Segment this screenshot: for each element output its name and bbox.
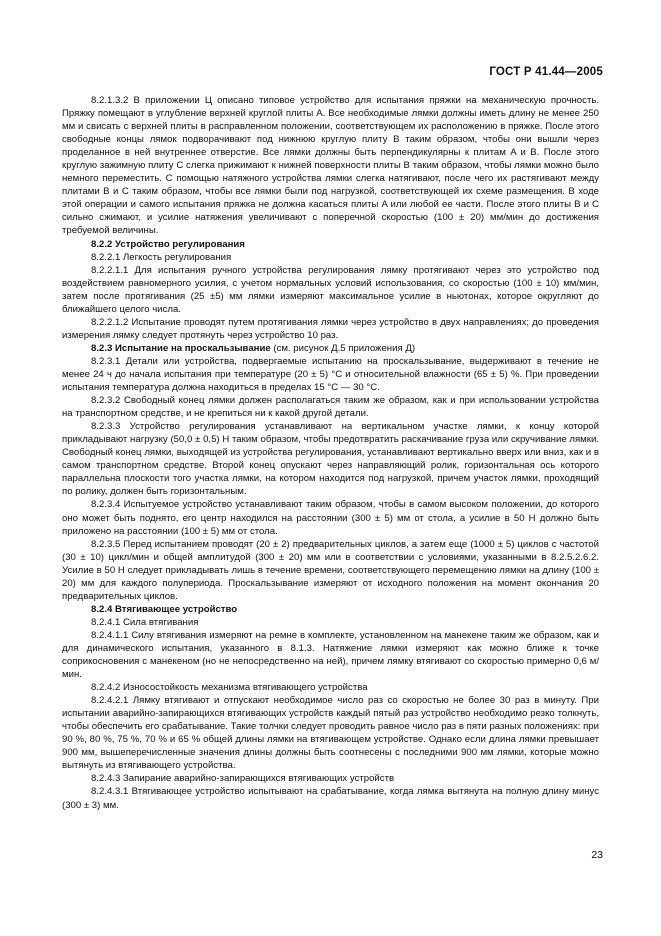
paragraph-8-2-3-4: 8.2.3.4 Испытуемое устройство устанавливают таким образом, чтобы в самом высоком положении, до которого оно может быть поднято, его центр находился на расстоянии (300 ± 5) мм от стола, а усилие в 50 Н должно быть приложено на расстоянии (100 ± 5) мм от стола. xyxy=(62,499,599,537)
paragraph-8-2-1-3-2: 8.2.1.3.2 В приложении Ц описано типовое устройство для испытания пряжки на механическую прочность. Пряжку помещают в углубление верхней круглой плиты A. Все необходимые лямки должны иметь длину не менее 250 мм и свисать с верхней плиты в расправленном положении, соответствующем их расположению в пряжке. После этого свободные концы лямок подворачивают под нижнюю круглую плиту B таким образом, чтобы они вышли через проделанное в ней внутреннее отверстие. Все лямки должны быть перпендикулярны к плитам A и B. После этого круглую зажимную плиту C слегка прижимают к нижней поверхности плиты B таким образом, чтобы лямки можно было немного переместить. С помощью натяжного устройства лямки слегка натягивают, после чего их растягивают между плитами B и C таким образом, чтобы все лямки были под нагрузкой, соответствующей их схеме размещения. В ходе этой операции и самого испытания пряжка не должна касаться плиты A или любой ее части. После этого плиты B и C сильно сжимают, и усилие натяжения увеличивают с поперечной скоростью (100 ± 20) мм/мин до достижения требуемой величины. xyxy=(62,95,599,237)
paragraph-8-2-3-5: 8.2.3.5 Перед испытанием проводят (20 ± 2) предварительных циклов, а затем еще (1000 ± 5) циклов с частотой (30 ± 10) цикл/мин и общей амплитудой (300 ± 20) мм или в соответствии с условиями, указанными в 8.2.5.2.6.2. Усилие в 50 Н следует прикладывать лишь в течение времени, соответствующего перемещению лямки на длину (100 ± 20) мм для каждого полупериода. Проскальзывание измеряют от исходного положения на момент окончания 20 предварительных циклов. xyxy=(62,538,599,602)
paragraph-8-2-4-2-1: 8.2.4.2.1 Лямку втягивают и отпускают необходимое число раз со скоростью не более 30 раз в минуту. При испытании аварийно-запирающихся втягивающих устройств каждый пятый раз устройство необходимо резко толкнуть, чтобы обеспечить его срабатывание. Такие толчки следует проводить равное число раз в пяти разных положениях: при 90 %, 80 %, 75 %, 70 % и 65 % общей длины лямки на втягивающем устройстве. Однако если длина лямки превышает 900 мм, вышеперечисленные значения длины должны быть соотнесены с последними 900 мм лямки, которые можно вытянуть из втягивающего устройства. xyxy=(62,695,599,772)
paragraph-8-2-4-3: 8.2.4.3 Запирание аварийно-запирающихся втягивающих устройств xyxy=(91,773,395,785)
paragraph-8-2-3-2: 8.2.3.2 Свободный конец лямки должен располагаться таким же образом, как и при использовании устройства на транспортном средстве, и не крепиться ни к какой другой детали. xyxy=(62,395,599,420)
paragraph-8-2-2-1: 8.2.2.1 Легкость регулирования xyxy=(91,251,232,263)
page-number: 23 xyxy=(591,849,603,861)
paragraph-8-2-2-1-2: 8.2.2.1.2 Испытание проводят путем протягивания лямки через устройство в двух направлениях; до проведения измерения лямку следует протянуть через устройство 10 раз. xyxy=(62,316,599,341)
document-body xyxy=(62,94,599,812)
heading-8-2-3-reference: (см. рисунок Д.5 приложения Д) xyxy=(270,342,416,354)
paragraph-8-2-4-3-1: 8.2.4.3.1 Втягивающее устройство испытывают на срабатывание, когда лямка вытянута на полную длину минус (300 ± 3) мм. xyxy=(62,786,599,811)
paragraph-8-2-4-1-1: 8.2.4.1.1 Силу втягивания измеряют на ремне в комплекте, установленном на манекене таким же образом, как и для динамического испытания, указанного в 8.1.3. Натяжение лямки измеряют как можно ближе к точке соприкосновения с манекеном (но не непосредственно на ней), причем лямку втягивают со скоростью примерно 0,6 м/мин. xyxy=(62,629,599,681)
heading-8-2-3-title: 8.2.3 Испытание на проскальзывание xyxy=(91,342,271,354)
heading-8-2-4: 8.2.4 Втягивающее устройство xyxy=(91,603,238,615)
paragraph-8-2-3-3: 8.2.3.3 Устройство регулирования устанавливают на вертикальном участке лямки, к концу которой прикладывают нагрузку (50,0 ± 0,5) Н таким образом, чтобы предотвратить раскачивание груза или скручивание лямки. Свободный конец лямки, выходящей из устройства регулирования, устанавливают вертикально вверх или вниз, как и в самом транспортном средстве. Второй конец опускают через направляющий ролик, горизонтальная ось которого параллельна плоскости того участка лямки, на котором находится под нагрузкой, причем участок лямки, проходящий по ролику, должен быть горизонтальным. xyxy=(62,421,599,498)
paragraph-8-2-3-1: 8.2.3.1 Детали или устройства, подвергаемые испытанию на проскальзывание, выдерживают в течение не менее 24 ч до начала испытания при температуре (20 ± 5) °С и относительной влажности (65 ± 5) %. При проведении испытания температура должна находиться в пределах 15 °С — 30 °С. xyxy=(62,355,599,394)
paragraph-8-2-4-2: 8.2.4.2 Износостойкость механизма втягивающего устройства xyxy=(91,682,368,694)
heading-8-2-2: 8.2.2 Устройство регулирования xyxy=(91,238,245,250)
paragraph-8-2-4-1: 8.2.4.1 Сила втягивания xyxy=(91,616,199,628)
heading-8-2-3 xyxy=(62,342,599,355)
paragraph-8-2-2-1-1: 8.2.2.1.1 Для испытания ручного устройства регулирования лямку протягивают через это устройство под воздействием равномерного усилия, с учетом нормальных условий использования, со скоростью (100 ± 10) мм/мин, затем после протягивания (25 ±5) мм лямки измеряют максимальное усилие в ньютонах, которое округляют до ближайшего целого числа. xyxy=(62,264,599,315)
standard-code: ГОСТ Р 41.44—2005 xyxy=(489,66,603,78)
